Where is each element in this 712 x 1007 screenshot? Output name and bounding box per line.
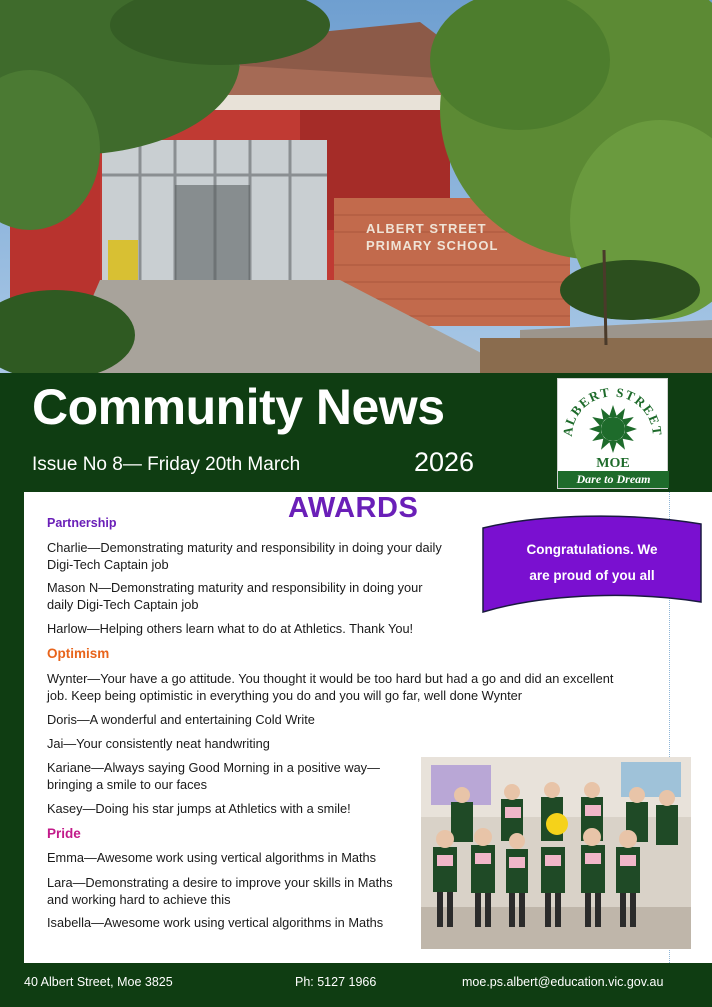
pride-heading: Pride [47, 826, 81, 841]
award-item [47, 621, 413, 638]
issue-year: 2026 [414, 447, 475, 477]
award-item [47, 915, 383, 932]
footer-email[interactable]: moe.ps.albert@education.vic.gov.au [462, 975, 664, 989]
logo-tagline: Dare to Dream [558, 471, 669, 488]
award-line: Mason N—Demonstrating maturity and responsibility in doing your [47, 580, 423, 595]
sign-line-1: ALBERT STREET [366, 221, 487, 236]
award-line: and working hard to achieve this [47, 891, 231, 907]
award-line: Kariane—Always saying Good Morning in a positive way— [47, 760, 380, 775]
partnership-heading: Partnership [47, 516, 117, 530]
award-line: Doris—A wonderful and entertaining Cold Write [47, 712, 315, 727]
award-line: Charlie—Demonstrating maturity and responsibility in doing your daily [47, 540, 442, 555]
award-item [47, 712, 315, 729]
awards-title: AWARDS [288, 492, 419, 524]
award-item [47, 671, 613, 704]
award-line: Digi-Tech Captain job [47, 556, 169, 572]
sun-icon [589, 405, 637, 453]
sign-line-2: PRIMARY SCHOOL [366, 238, 499, 253]
banner-line-1: Congratulations. We [526, 542, 658, 557]
logo-arc-text: ALBERT STREET [559, 384, 666, 438]
award-item [47, 580, 423, 613]
award-line: Jai—Your consistently neat handwriting [47, 736, 270, 751]
award-item [47, 801, 351, 818]
issue-info: Issue No 8— Friday 20th March [32, 454, 301, 475]
footer-phone: Ph: 5127 1966 [295, 975, 377, 989]
students-illustration [421, 757, 691, 949]
award-line: job. Keep being optimistic in everything you do and you will go far, well done Wynter [47, 687, 523, 703]
congratulations-banner [480, 512, 704, 617]
optimism-heading: Optimism [47, 646, 110, 661]
award-line: Isabella—Awesome work using vertical algorithms in Maths [47, 915, 384, 930]
banner-line-2: are proud of you all [529, 568, 655, 583]
award-line: Emma—Awesome work using vertical algorithms in Maths [47, 850, 377, 865]
school-building-illustration [0, 0, 712, 373]
award-line: daily Digi-Tech Captain job [47, 596, 199, 612]
footer-address: 40 Albert Street, Moe 3825 [24, 975, 173, 989]
award-line: bringing a smile to our faces [47, 776, 208, 792]
students-award-photo [421, 757, 691, 949]
award-item [47, 850, 376, 867]
logo-place-text: MOE [596, 456, 630, 471]
school-building-photo [0, 0, 712, 373]
award-item [47, 540, 442, 573]
award-item [47, 875, 393, 908]
award-line: Harlow—Helping others learn what to do at Athletics. Thank You! [47, 621, 414, 636]
school-logo [557, 378, 668, 489]
award-line: Lara—Demonstrating a desire to improve your skills in Maths [47, 875, 393, 890]
award-line: Kasey—Doing his star jumps at Athletics with a smile! [47, 801, 351, 816]
award-item [47, 736, 270, 753]
smiley-icon [546, 813, 568, 835]
award-item [47, 760, 380, 793]
award-line: Wynter—Your have a go attitude. You thought it would be too hard but had a go and did an excellent [47, 671, 614, 686]
newsletter-title: Community News [32, 379, 445, 435]
